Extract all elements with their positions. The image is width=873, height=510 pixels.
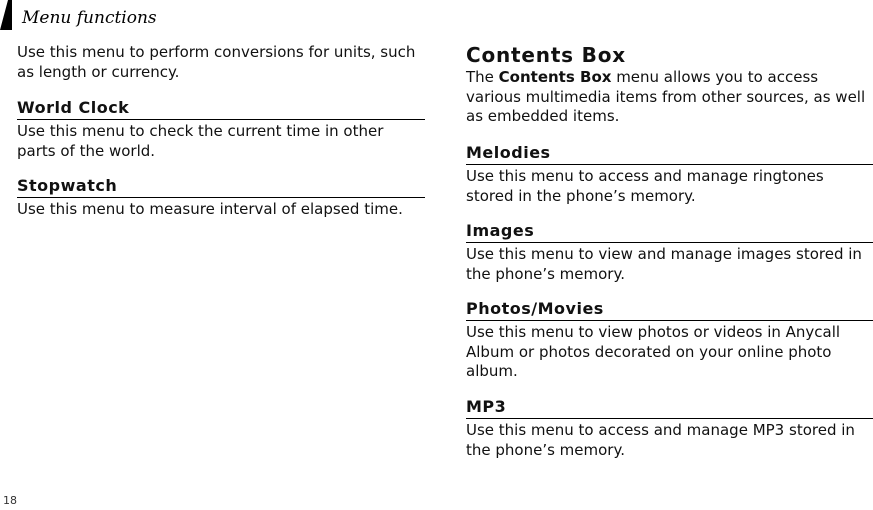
section-heading-images: Images bbox=[466, 221, 535, 240]
running-header: Menu functions bbox=[22, 8, 157, 28]
section-divider bbox=[466, 242, 873, 243]
section-world-clock bbox=[17, 98, 425, 161]
section-mp3 bbox=[466, 397, 873, 460]
section-heading-photos-movies: Photos/Movies bbox=[466, 299, 604, 318]
section-divider bbox=[466, 320, 873, 321]
section-text-mp3: Use this menu to access and manage MP3 stored in the phone’s memory. bbox=[466, 421, 855, 459]
section-divider bbox=[466, 418, 873, 419]
contents-box-intro bbox=[466, 68, 873, 127]
section-text-world-clock: Use this menu to check the current time in other parts of the world. bbox=[17, 122, 384, 160]
section-photos-movies bbox=[466, 299, 873, 382]
intro-suffix: menu allows you to access various multimedia items from other sources, as well as embedded items. bbox=[466, 68, 866, 125]
section-stopwatch bbox=[17, 176, 425, 220]
section-divider bbox=[17, 197, 425, 198]
header-accent-bar bbox=[0, 0, 12, 30]
conversion-intro-text: Use this menu to perform conversions for units, such as length or currency. bbox=[17, 43, 416, 81]
section-text-melodies: Use this menu to access and manage ringtones stored in the phone’s memory. bbox=[466, 167, 824, 205]
section-heading-melodies: Melodies bbox=[466, 143, 551, 162]
section-divider bbox=[17, 119, 425, 120]
section-text-photos-movies: Use this menu to view photos or videos in Anycall Album or photos decorated on your online photo album. bbox=[466, 323, 841, 380]
page-title: Contents Box bbox=[466, 43, 626, 67]
section-heading-world-clock: World Clock bbox=[17, 98, 130, 117]
intro-bold-term: Contents Box bbox=[498, 68, 612, 86]
section-text-images: Use this menu to view and manage images stored in the phone’s memory. bbox=[466, 245, 862, 283]
section-heading-mp3: MP3 bbox=[466, 397, 507, 416]
page-number: 18 bbox=[3, 494, 17, 507]
intro-prefix: The bbox=[466, 68, 499, 86]
section-melodies bbox=[466, 143, 873, 206]
section-heading-stopwatch: Stopwatch bbox=[17, 176, 118, 195]
section-divider bbox=[466, 164, 873, 165]
section-images bbox=[466, 221, 873, 284]
section-text-stopwatch: Use this menu to measure interval of elapsed time. bbox=[17, 200, 403, 218]
